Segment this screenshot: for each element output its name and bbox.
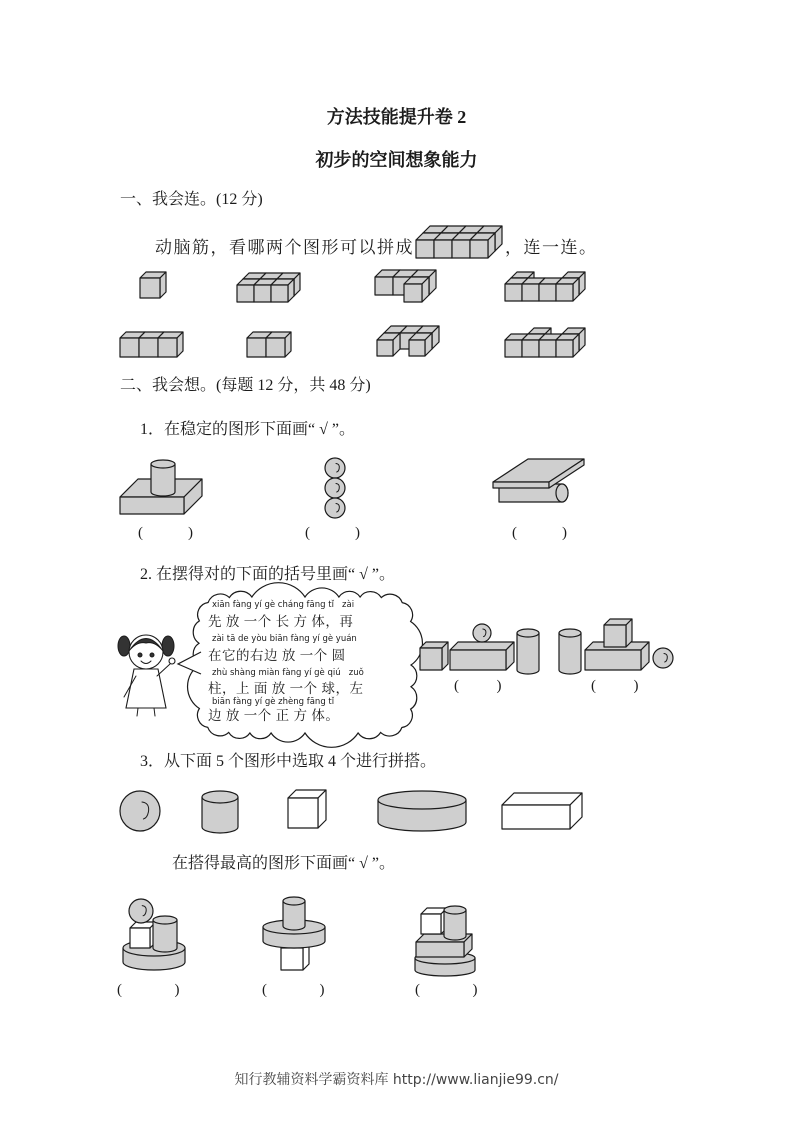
left-pigtail — [118, 636, 130, 656]
section1-heading: 一、我会连。(12 分) — [120, 191, 263, 208]
right-pigtail — [162, 636, 174, 656]
girl-illustration — [118, 635, 175, 716]
cylinder-top — [151, 460, 175, 468]
block-front-face — [604, 625, 626, 647]
block-front-face — [377, 340, 393, 356]
cylinder-top — [153, 916, 177, 924]
block-front-face — [522, 340, 539, 357]
bubble-text-line: 在它的右边 放 一个 圆 — [208, 648, 346, 663]
cube-piece-figure-1 — [140, 272, 166, 298]
answer-blank: ( ) — [454, 678, 502, 694]
answer-blank: ( ) — [262, 982, 325, 998]
block-front-face — [120, 338, 139, 357]
cube-figure — [288, 790, 326, 828]
answer-blank: ( ) — [117, 982, 180, 998]
girl-eye — [138, 653, 142, 657]
block-front-face — [556, 284, 573, 301]
ball-body — [325, 498, 345, 518]
stacked-balls-figure — [325, 458, 345, 518]
block-front-face — [120, 497, 184, 514]
block-front-face — [502, 805, 570, 829]
bubble-text-line: 柱，上 面 放 一个 球，左 — [208, 681, 364, 696]
block-front-face — [416, 942, 464, 957]
bubble-pinyin-line: biān fàng yí gè zhèng fāng tǐ — [212, 697, 335, 707]
block-front-face — [585, 650, 641, 670]
arrangement-figure-1 — [420, 624, 539, 674]
target-cube-block-figure — [416, 226, 502, 258]
block-front-face — [434, 240, 452, 258]
section2-heading: 二、我会想。(每题 12 分，共 48 分) — [120, 377, 371, 394]
block-front-face — [140, 278, 160, 298]
board-front-face — [493, 482, 549, 488]
block-front-face — [404, 284, 422, 302]
block-front-face — [539, 284, 556, 301]
answer-blank: ( ) — [591, 678, 639, 694]
block-front-face — [237, 285, 254, 302]
ball-body — [473, 624, 491, 642]
ball-body — [129, 899, 153, 923]
block-front-face — [522, 284, 539, 301]
stacking-figure-2 — [263, 897, 325, 970]
cube-piece-figure-5 — [120, 332, 183, 357]
block-top-face — [502, 793, 582, 805]
cylinder-on-platform-figure — [120, 460, 202, 514]
section1-prompt-after: ，连一连。 — [505, 238, 598, 257]
block-front-face — [375, 277, 393, 295]
bubble-pinyin-line: xiān fàng yí gè cháng fāng tǐ zài — [212, 600, 355, 610]
girl-dress — [126, 669, 166, 708]
block-front-face — [452, 240, 470, 258]
block-front-face — [158, 338, 177, 357]
ball-body — [653, 648, 673, 668]
bubble-text-line: 先 放 一个 长 方 体，再 — [208, 614, 354, 629]
girl-legs — [137, 708, 155, 716]
block-front-face — [288, 798, 318, 828]
board-on-rolling-cylinder-figure — [493, 459, 584, 502]
cube-piece-figure-3 — [375, 270, 436, 302]
ball-body — [120, 791, 160, 831]
cylinder-top — [202, 791, 238, 803]
girl-right-arm — [157, 664, 170, 676]
block-front-face — [450, 650, 506, 670]
cylinder-top — [378, 791, 466, 809]
cylinder-body — [559, 633, 581, 674]
cylinder-top — [559, 629, 581, 637]
block-front-face — [470, 240, 488, 258]
cylinder-body — [153, 920, 177, 952]
block-front-face — [505, 284, 522, 301]
block-front-face — [266, 338, 285, 357]
cuboid-figure — [502, 793, 582, 829]
block-front-face — [254, 285, 271, 302]
block-front-face — [271, 285, 288, 302]
block-front-face — [247, 338, 266, 357]
cylinder-top — [517, 629, 539, 637]
block-front-face — [139, 338, 158, 357]
block-front-face — [421, 914, 441, 934]
answer-blank: ( ) — [512, 525, 567, 541]
block-top-face — [450, 642, 514, 650]
page-subtitle: 初步的空间想象能力 — [315, 150, 478, 170]
arrangement-figure-2 — [559, 619, 673, 674]
block-front-face — [416, 240, 434, 258]
ball-body — [325, 478, 345, 498]
cube-piece-figure-6 — [247, 332, 291, 357]
block-front-face — [130, 928, 150, 948]
cube-piece-figure-4 — [505, 272, 585, 301]
cylinder-figure — [202, 791, 238, 833]
ball-body — [325, 458, 345, 478]
cube-piece-figure-7 — [377, 326, 439, 356]
speech-bubble-tail — [178, 652, 201, 674]
block-front-face — [420, 648, 442, 670]
girl-eye — [150, 653, 154, 657]
block-front-face — [556, 340, 573, 357]
question3-text: 3．从下面 5 个图形中选取 4 个进行拼搭。 — [140, 753, 437, 770]
block-front-face — [539, 340, 556, 357]
stacking-figure-3 — [415, 906, 475, 976]
ball-figure — [120, 791, 160, 831]
cylinder-top — [283, 897, 305, 905]
footer-source: 知行教辅资料学霸资料库 http://www.lianjie99.cn/ — [234, 1072, 559, 1088]
section1-prompt-before: 动脑筋，看哪两个图形可以拼成 — [155, 238, 414, 257]
page-title: 方法技能提升卷 2 — [326, 107, 467, 127]
stacking-figure-1 — [123, 899, 185, 970]
answer-blank: ( ) — [138, 525, 193, 541]
answer-blank: ( ) — [415, 982, 478, 998]
cube-piece-figure-2 — [237, 273, 300, 302]
cube-piece-figure-8 — [505, 328, 585, 357]
girl-hand — [169, 658, 175, 664]
question3-subtext: 在搭得最高的图形下面画“ √ ”。 — [172, 855, 395, 872]
bubble-pinyin-line: zài tā de yòu biān fàng yí gè yuán — [212, 634, 357, 644]
answer-blank: ( ) — [305, 525, 360, 541]
bubble-pinyin-line: zhù shàng miàn fàng yí gè qiú zuǒ — [212, 668, 364, 678]
block-front-face — [409, 340, 425, 356]
cylinder-body — [151, 464, 175, 496]
block-front-face — [505, 340, 522, 357]
lying-cylinder-end — [556, 484, 568, 502]
bubble-text-line: 边 放 一个 正 方 体。 — [208, 708, 340, 723]
question1-text: 1．在稳定的图形下面画“ √ ”。 — [140, 421, 355, 438]
question2-text: 2. 在摆得对的下面的括号里画“ √ ”。 — [140, 566, 395, 583]
block-front-face — [281, 948, 303, 970]
cylinder-top — [444, 906, 466, 914]
disc-figure — [378, 791, 466, 831]
cylinder-body — [517, 633, 539, 674]
